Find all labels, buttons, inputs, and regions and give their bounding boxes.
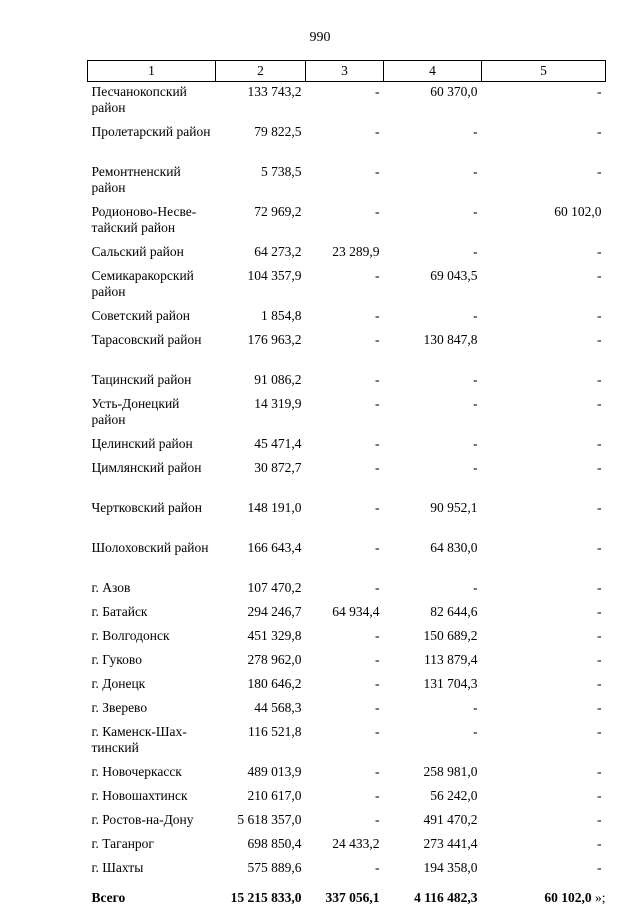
row-value-cell-c5: - [482,82,606,123]
row-value-cell-c3: - [306,330,384,370]
row-value-cell-c2: 451 329,8 [216,626,306,650]
table-body [88,82,606,912]
row-name-cell: Усть-Донецкий район [88,394,216,434]
total-label: Всего [88,882,216,912]
row-value-cell-c3: - [306,538,384,578]
table-row [88,722,606,762]
row-value-cell-c2: 64 273,2 [216,242,306,266]
row-value-cell-c3: - [306,82,384,123]
closing-quote-suffix: »; [592,890,606,905]
row-value-cell-c2: 210 617,0 [216,786,306,810]
table-row [88,650,606,674]
row-value-cell-c3: - [306,810,384,834]
row-value-cell-c2: 116 521,8 [216,722,306,762]
row-name-cell: Цимлянский район [88,458,216,498]
row-name-cell: Сальский район [88,242,216,266]
row-value-cell-c3: 23 289,9 [306,242,384,266]
row-value-cell-c3: - [306,306,384,330]
column-header-5: 5 [482,61,606,82]
column-header-2: 2 [216,61,306,82]
row-value-cell-c5: - [482,810,606,834]
table-row [88,82,606,123]
row-value-cell-c2: 294 246,7 [216,602,306,626]
table-row [88,578,606,602]
row-value-cell-c4: 131 704,3 [384,674,482,698]
row-name-cell: Целинский район [88,434,216,458]
row-value-cell-c2: 5 618 357,0 [216,810,306,834]
table-row [88,266,606,306]
row-name-cell: г. Батайск [88,602,216,626]
row-value-cell-c2: 575 889,6 [216,858,306,882]
row-value-cell-c3: - [306,394,384,434]
row-name-cell: г. Каменск-Шах-тинский [88,722,216,762]
row-value-cell-c3: - [306,762,384,786]
row-name-cell: г. Зверево [88,698,216,722]
row-value-cell-c4: 491 470,2 [384,810,482,834]
row-value-cell-c5: - [482,538,606,578]
row-value-cell-c5: - [482,674,606,698]
table-row [88,810,606,834]
row-name-cell: Тарасовский район [88,330,216,370]
table-row [88,330,606,370]
row-value-cell-c3: - [306,122,384,162]
table-row [88,786,606,810]
row-value-cell-c5: - [482,458,606,498]
row-value-cell-c3: 24 433,2 [306,834,384,858]
total-value-c3: 337 056,1 [306,882,384,912]
row-name-cell: Тацинский район [88,370,216,394]
table-row [88,762,606,786]
row-value-cell-c4: 60 370,0 [384,82,482,123]
total-row [88,882,606,912]
row-value-cell-c3: - [306,434,384,458]
page-number: 990 [0,30,640,46]
row-value-cell-c4: - [384,722,482,762]
total-value-c5: 60 102,0 [544,890,591,905]
row-value-cell-c5: - [482,498,606,538]
row-value-cell-c2: 30 872,7 [216,458,306,498]
row-value-cell-c2: 133 743,2 [216,82,306,123]
table-header [88,61,606,82]
row-name-cell: г. Шахты [88,858,216,882]
row-value-cell-c4: 69 043,5 [384,266,482,306]
row-value-cell-c4: - [384,458,482,498]
row-value-cell-c3: - [306,266,384,306]
row-value-cell-c4: - [384,162,482,202]
row-value-cell-c5: - [482,834,606,858]
row-value-cell-c5: - [482,698,606,722]
row-value-cell-c4: - [384,394,482,434]
row-value-cell-c4: - [384,122,482,162]
table-row [88,498,606,538]
row-name-cell: Родионово-Несве-тайский район [88,202,216,242]
row-value-cell-c2: 44 568,3 [216,698,306,722]
row-name-cell: Песчанокопский район [88,82,216,123]
row-value-cell-c4: - [384,434,482,458]
total-value-c5-cell [482,882,606,912]
row-value-cell-c2: 107 470,2 [216,578,306,602]
row-value-cell-c2: 166 643,4 [216,538,306,578]
row-name-cell: г. Ростов-на-Дону [88,810,216,834]
row-value-cell-c5: - [482,330,606,370]
row-value-cell-c2: 72 969,2 [216,202,306,242]
row-value-cell-c5: - [482,786,606,810]
row-value-cell-c4: - [384,698,482,722]
row-value-cell-c5: - [482,434,606,458]
total-value-c2: 15 215 833,0 [216,882,306,912]
row-value-cell-c4: 64 830,0 [384,538,482,578]
row-value-cell-c2: 148 191,0 [216,498,306,538]
table-row [88,674,606,698]
row-name-cell: г. Новочеркасск [88,762,216,786]
table-row [88,626,606,650]
row-name-cell: Советский район [88,306,216,330]
row-value-cell-c4: - [384,306,482,330]
row-value-cell-c2: 180 646,2 [216,674,306,698]
row-value-cell-c2: 489 013,9 [216,762,306,786]
row-value-cell-c4: - [384,242,482,266]
table-row [88,242,606,266]
row-name-cell: г. Волгодонск [88,626,216,650]
budget-table [87,60,606,912]
row-name-cell: г. Донецк [88,674,216,698]
row-name-cell: Шолоховский район [88,538,216,578]
row-value-cell-c5: - [482,858,606,882]
row-value-cell-c3: - [306,858,384,882]
row-value-cell-c2: 45 471,4 [216,434,306,458]
row-value-cell-c2: 79 822,5 [216,122,306,162]
row-value-cell-c2: 698 850,4 [216,834,306,858]
row-value-cell-c4: 273 441,4 [384,834,482,858]
row-value-cell-c5: - [482,370,606,394]
row-value-cell-c4: 56 242,0 [384,786,482,810]
row-name-cell: г. Новошахтинск [88,786,216,810]
row-value-cell-c3: - [306,458,384,498]
row-value-cell-c5: - [482,602,606,626]
row-name-cell: Пролетарский район [88,122,216,162]
row-value-cell-c5: - [482,578,606,602]
row-value-cell-c4: 82 644,6 [384,602,482,626]
row-value-cell-c3: - [306,578,384,602]
table-row [88,162,606,202]
row-value-cell-c4: 150 689,2 [384,626,482,650]
row-value-cell-c4: 90 952,1 [384,498,482,538]
row-value-cell-c3: - [306,498,384,538]
row-value-cell-c4: 130 847,8 [384,330,482,370]
row-value-cell-c5: - [482,162,606,202]
row-value-cell-c2: 278 962,0 [216,650,306,674]
row-value-cell-c5: - [482,762,606,786]
row-value-cell-c2: 91 086,2 [216,370,306,394]
row-value-cell-c4: - [384,202,482,242]
column-header-3: 3 [306,61,384,82]
row-value-cell-c5: - [482,242,606,266]
row-value-cell-c5: - [482,722,606,762]
table-row [88,458,606,498]
row-name-cell: г. Азов [88,578,216,602]
row-name-cell: Семикаракорский район [88,266,216,306]
row-value-cell-c3: - [306,626,384,650]
row-value-cell-c2: 104 357,9 [216,266,306,306]
row-value-cell-c5: - [482,626,606,650]
row-value-cell-c3: - [306,674,384,698]
row-value-cell-c5: - [482,394,606,434]
column-header-1: 1 [88,61,216,82]
row-value-cell-c5: - [482,122,606,162]
table-row [88,370,606,394]
row-value-cell-c4: - [384,578,482,602]
row-value-cell-c4: 113 879,4 [384,650,482,674]
row-value-cell-c3: - [306,370,384,394]
row-value-cell-c3: - [306,202,384,242]
row-name-cell: г. Таганрог [88,834,216,858]
row-value-cell-c2: 14 319,9 [216,394,306,434]
table-row [88,538,606,578]
table-row [88,602,606,626]
row-value-cell-c3: 64 934,4 [306,602,384,626]
row-value-cell-c3: - [306,162,384,202]
table-row [88,434,606,458]
row-value-cell-c5: - [482,650,606,674]
table-row [88,122,606,162]
row-value-cell-c3: - [306,650,384,674]
table-row [88,858,606,882]
total-value-c4: 4 116 482,3 [384,882,482,912]
row-name-cell: г. Гуково [88,650,216,674]
row-value-cell-c5: - [482,266,606,306]
table-row [88,202,606,242]
row-value-cell-c4: - [384,370,482,394]
row-value-cell-c5: - [482,306,606,330]
row-value-cell-c2: 5 738,5 [216,162,306,202]
row-value-cell-c2: 176 963,2 [216,330,306,370]
row-name-cell: Ремонтненский район [88,162,216,202]
row-value-cell-c3: - [306,722,384,762]
row-value-cell-c4: 194 358,0 [384,858,482,882]
row-value-cell-c3: - [306,698,384,722]
column-header-4: 4 [384,61,482,82]
table-row [88,698,606,722]
row-value-cell-c3: - [306,786,384,810]
table-row [88,834,606,858]
row-value-cell-c2: 1 854,8 [216,306,306,330]
table-row [88,306,606,330]
row-name-cell: Чертковский район [88,498,216,538]
row-value-cell-c4: 258 981,0 [384,762,482,786]
table-row [88,394,606,434]
row-value-cell-c5: 60 102,0 [482,202,606,242]
